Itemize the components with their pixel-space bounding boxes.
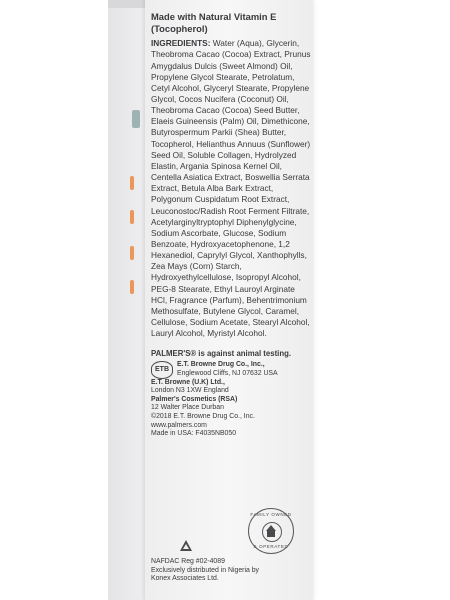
footer-text [151, 558, 311, 584]
distributor-line2: Konex Associates Ltd. [151, 575, 219, 583]
distribution-footer [151, 558, 311, 584]
family-owned-seal-icon [248, 508, 294, 554]
copyright: ©2018 E.T. Browne Drug Co., Inc. [151, 412, 255, 420]
side-accent-orange [130, 246, 134, 260]
website: www.palmers.com [151, 421, 207, 429]
recycle-triangle-icon [180, 540, 192, 551]
company-3-name: Palmer's Cosmetics (RSA) [151, 395, 238, 403]
company-2-name: E.T. Browne (U.K) Ltd., [151, 378, 225, 386]
company-2 [151, 379, 311, 396]
made-in: Made in USA: F4035NB050 [151, 430, 237, 438]
ingredients-label: INGREDIENTS: [151, 38, 211, 49]
seal-text-top: FAMILY OWNED [250, 512, 292, 517]
company-2-address: London N3 1XW England [151, 387, 229, 395]
company-1 [177, 361, 311, 378]
side-accent-orange [130, 280, 134, 294]
headline-line2: (Tocopherol) [151, 22, 208, 34]
side-accent-orange [130, 210, 134, 224]
side-accent-teal [132, 110, 140, 128]
side-accent-orange [130, 176, 134, 190]
etb-logo: ETB [151, 361, 173, 379]
animal-testing-notice: PALMER'S® is against animal testing. [151, 349, 292, 359]
seal-text-bottom: & OPERATED [253, 544, 289, 549]
seal-house-body [267, 531, 275, 537]
ingredients-text: Water (Aqua), Glycerin, Theobroma Cacao (Cocoa) Extract, Prunus Amygdalus Dulcis (Sweet Almond) Oil, Propylene Glycol Stearate, Petrolatum, Cetyl Alcohol, Glyceryl Stearate, Propylene Glycol, Cocos Nucifera (Coconut) Oil, Theobroma Cacao (Cocoa) Seed Butter, Elaeis Guineensis (Palm) Oil, Dimethicone, Butyrospermum Parkii (Shea) Butter, Tocopherol, Helianthus Annuus (Sunflower) Seed Oil, Soluble Collagen, Hydrolyzed Elastin, Argania Spinosa Kernel Oil, Centella Asiatica Extract, Boswellia Serrata Extract, Betula Alba Bark Extract, Polygonum Cuspidatum Root Extract, Leuconostoc/Radish Root Ferment Filtrate, Acetylarginyltryptophyl Diphenylglycine, Sodium Ascorbate, Glucose, Sodium Benzoate, Hydroxyacetophenone, 1,2 Hexanediol, Caprylyl Glycol, Xanthophylls, Zea Mays (Corn) Starch, Hydroxyethylcellulose, Isopropyl Alcohol, PEG-8 Stearate, Ethyl Lauroyl Arginate HCl, Fragrance (Parfum), Behentrimonium Methosulfate, Butylene Glycol, Caramel, Cellulose, Sodium Acetate, Stearyl Alcohol, Lauryl Alcohol, Myristyl Alcohol. [151, 38, 311, 339]
company-1-address: Englewood Cliffs, NJ 07632 USA [177, 370, 278, 377]
label-text-column [151, 11, 311, 439]
distributor-line1: Exclusively distributed in Nigeria by [151, 566, 259, 574]
company-1-name: E.T. Browne Drug Co., Inc., [177, 361, 265, 369]
ingredients-list [151, 38, 311, 339]
headline [151, 11, 311, 34]
headline-line1: Made with Natural Vitamin E [151, 11, 277, 22]
nafdac-reg: NAFDAC Reg #02-4089 [151, 558, 225, 565]
company-3 [151, 396, 311, 439]
company-3-address: 12 Walter Place Durban [151, 404, 224, 412]
company-address-block [151, 361, 311, 378]
